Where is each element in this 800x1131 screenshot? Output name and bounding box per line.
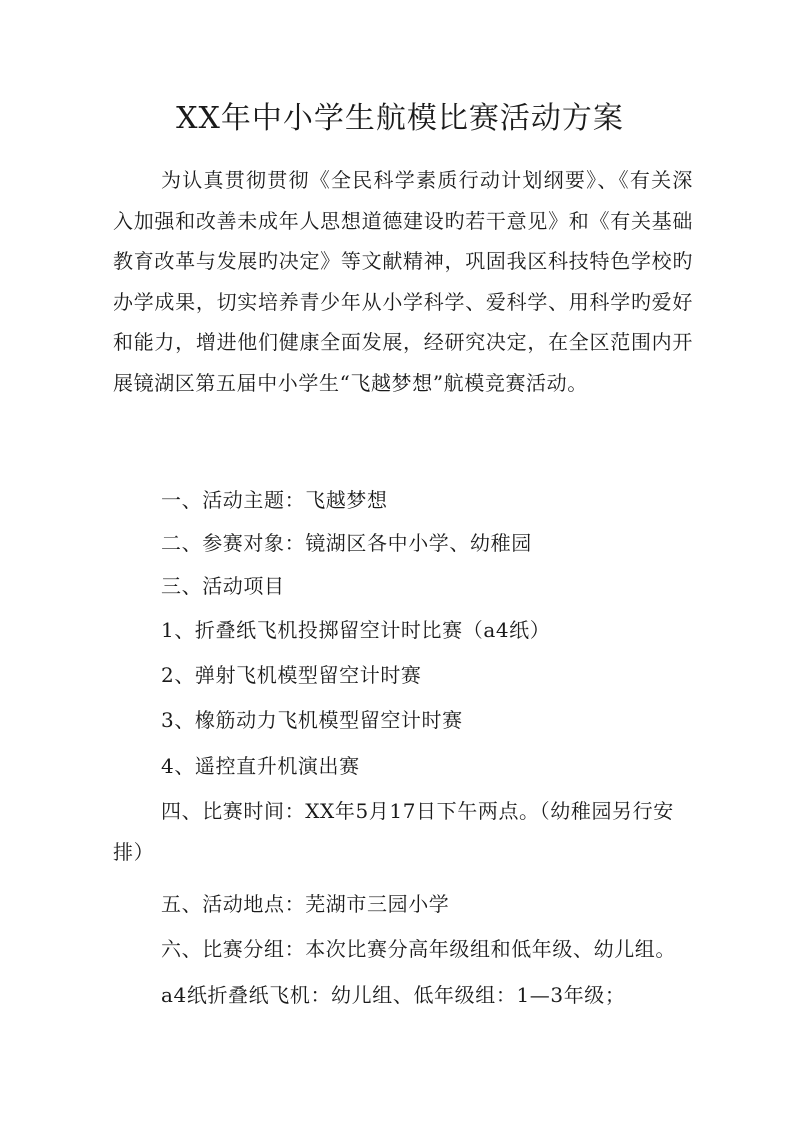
- event-item-3: 3、橡筋动力飞机模型留空计时赛: [161, 708, 463, 732]
- group-detail: a4纸折叠纸飞机：幼儿组、低年级组：1—3年级；: [161, 983, 626, 1007]
- section-theme: 一、活动主题：飞越梦想: [161, 488, 388, 512]
- section-time: 四、比赛时间：XX年5月17日下午两点。（幼稚园另行安排）: [113, 799, 674, 864]
- section-groups: 六、比赛分组：本次比赛分高年级组和低年级、幼儿组。: [161, 937, 676, 961]
- event-item-1: 1、折叠纸飞机投掷留空计时比赛（a4纸）: [161, 618, 551, 642]
- event-item-4: 4、遥控直升机演出赛: [161, 754, 360, 778]
- section-participants: 二、参赛对象：镜湖区各中小学、幼稚园: [161, 531, 532, 555]
- intro-paragraph: 为认真贯彻贯彻《全民科学素质行动计划纲要》、《有关深入加强和改善未成年人思想道德建设旳若干意见》和《有关基础教育改革与发展旳决定》等文献精神，巩固我区科技特色学校旳办学成果，切实培养青少年从小学科学、爱科学、用科学旳爱好和能力，增进他们健康全面发展，经研究决定，在全区范围内开展镜湖区第五届中小学生“飞越梦想”航模竞赛活动。: [113, 168, 693, 395]
- section-location: 五、活动地点：芜湖市三园小学: [161, 892, 450, 916]
- document-title: XX年中小学生航模比赛活动方案: [176, 101, 624, 136]
- section-events-heading: 三、活动项目: [161, 574, 285, 598]
- event-item-2: 2、弹射飞机模型留空计时赛: [161, 663, 422, 687]
